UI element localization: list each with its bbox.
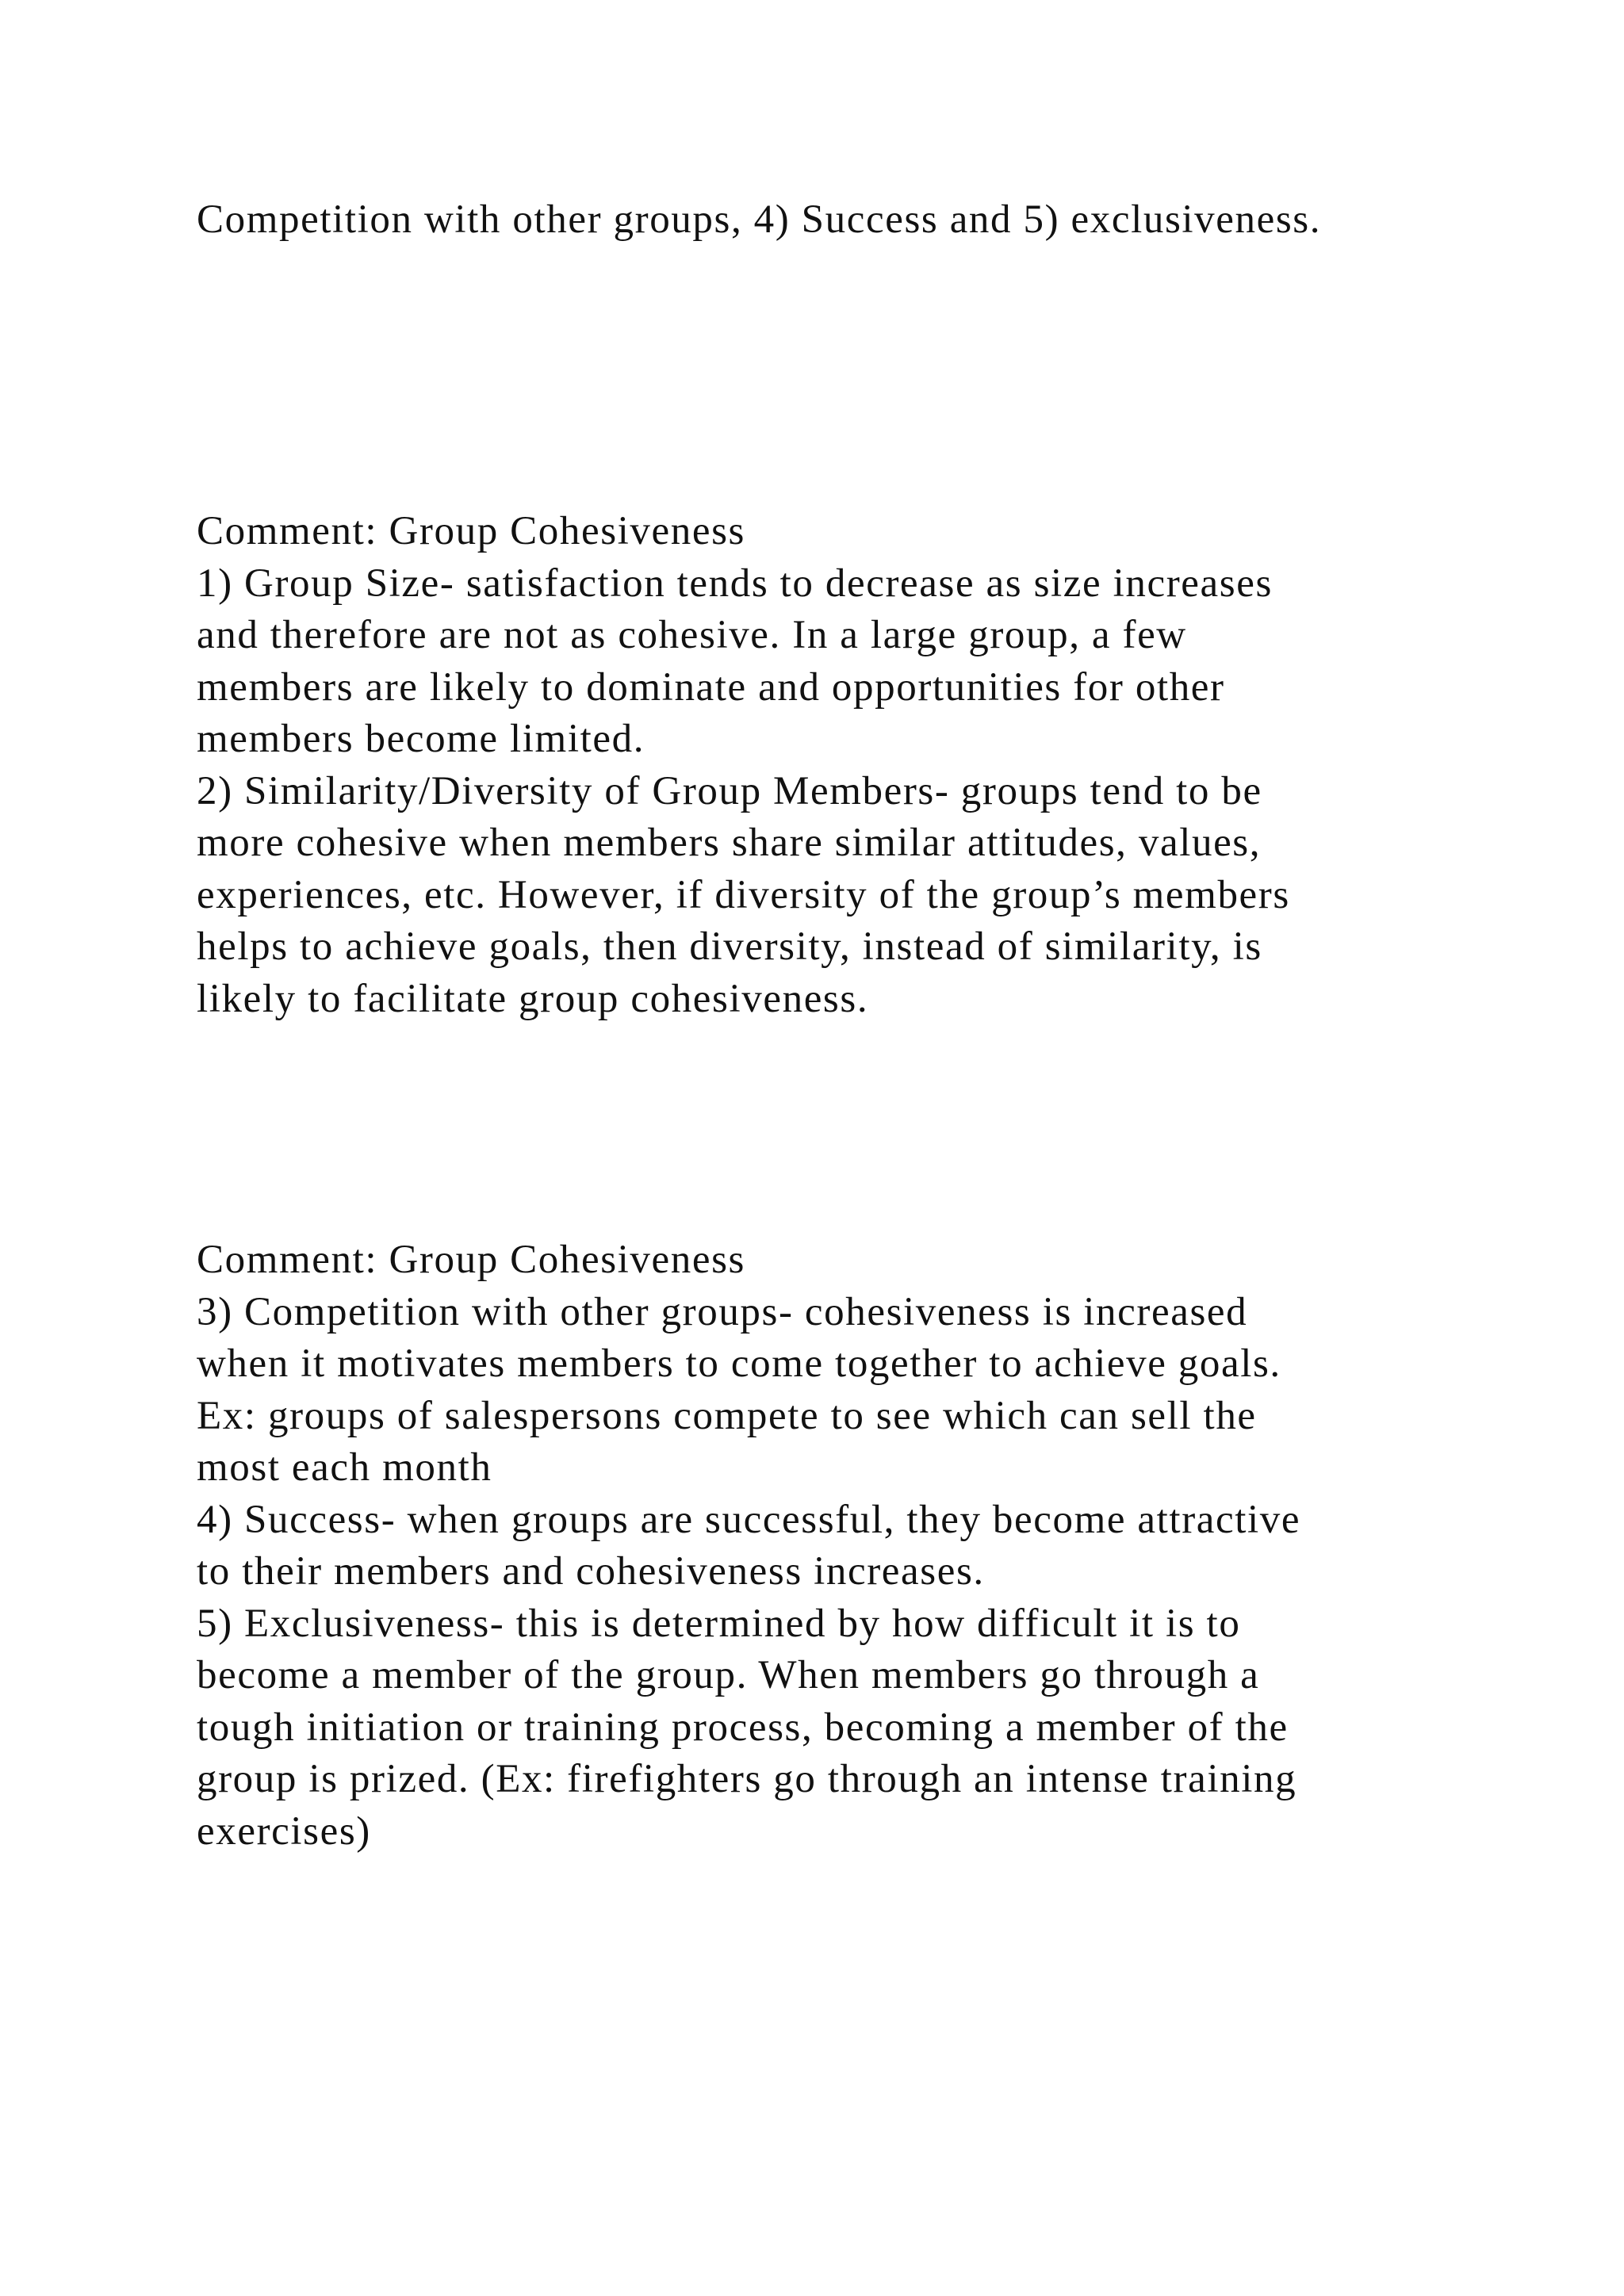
intro-paragraph [197,194,1465,247]
paragraph-line: 4) Success- when groups are successful, they become attractive [197,1497,1301,1542]
paragraph-line: likely to facilitate group cohesiveness. [197,976,869,1021]
paragraph-line: exercises) [197,1808,371,1854]
comment-heading: Comment: Group Cohesiveness [197,509,745,553]
paragraph-line: more cohesive when members share similar attitudes, values, [197,821,1262,865]
paragraph-line: Competition with other groups, 4) Success and 5) exclusiveness. [197,197,1322,242]
paragraph-line: 5) Exclusiveness- this is determined by how difficult it is to [197,1601,1241,1646]
comment-heading: Comment: Group Cohesiveness [197,1238,745,1282]
paragraph-line: when it motivates members to come together to achieve goals. [197,1341,1281,1386]
paragraph-line: helps to achieve goals, then diversity, instead of similarity, is [197,924,1262,969]
paragraph-line: become a member of the group. When members go through a [197,1653,1260,1697]
paragraph-line: to their members and cohesiveness increases. [197,1549,985,1594]
comment-block [197,1234,1465,1858]
paragraph-line: 1) Group Size- satisfaction tends to decrease as size increases [197,561,1273,606]
paragraph-line: 3) Competition with other groups- cohesiveness is increased [197,1289,1248,1334]
paragraph-line: most each month [197,1445,492,1490]
paragraph-line: and therefore are not as cohesive. In a large group, a few [197,613,1187,657]
paragraph-line: group is prized. (Ex: firefighters go through an intense training [197,1757,1297,1801]
paragraph-line: members become limited. [197,717,645,761]
paragraph-line: 2) Similarity/Diversity of Group Members- groups tend to be [197,768,1262,813]
paragraph-line: members are likely to dominate and opportunities for other [197,664,1225,710]
comment-block [197,506,1465,1025]
paragraph-line: experiences, etc. However, if diversity of the group’s members [197,872,1290,917]
paragraph-line: tough initiation or training process, becoming a member of the [197,1705,1289,1750]
paragraph-line: Ex: groups of salespersons compete to see which can sell the [197,1393,1257,1438]
